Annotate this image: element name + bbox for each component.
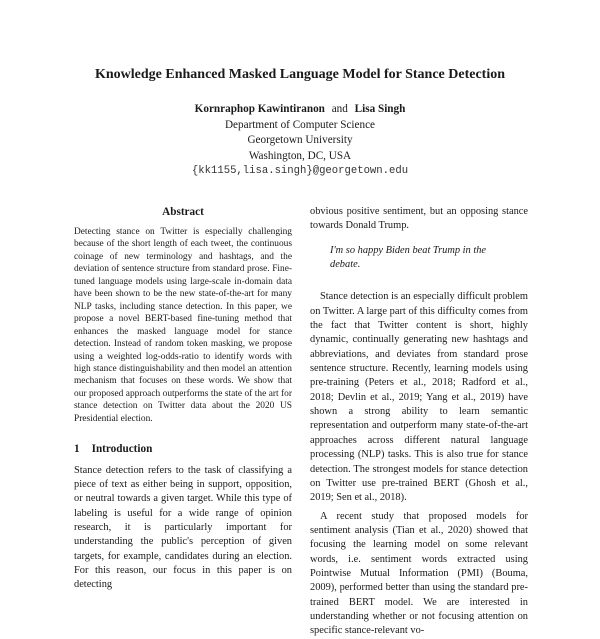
author-email: {kk1155,lisa.singh}@georgetown.edu (191, 165, 409, 177)
section-title: Introduction (91, 443, 153, 456)
left-column (74, 205, 292, 593)
author-location: Washington, DC, USA (248, 149, 352, 162)
abstract-heading: Abstract (162, 206, 204, 218)
author-names (0, 102, 600, 118)
author-block (0, 102, 600, 180)
body-paragraph-difficulty: Stance detection is an especially difficult problem on Twitter. A large part of this difficulty comes from the fact that Twitter content is short, highly dynamic, continually generating new hashtags and abbreviations, and deviates from standard prose sentence structure. Recently, learning models using pre-training (Peters et al., 2018; Radford et al., 2018; Devlin et al., 2019; Yang et al., 2019) have shown a strong ability to learn semantic representation and outperform many state-of-the-art approaches across different natural language processing (NLP) tasks. This is also true for stance detection. The strongest models for stance detection on Twitter use pre-trained BERT (Ghosh et al., 2019; Sen et al., 2018). (310, 291, 528, 504)
paper-title: Knowledge Enhanced Masked Language Model for Stance Detection (94, 67, 505, 82)
section-number: 1 (74, 443, 80, 456)
abstract-text: Detecting stance on Twitter is especially challenging because of the short length of each tweet, the continuous coinage of new terminology and hashtags, and the deviation of sentence structure from standard prose. Fine-tuned language models using large-scale in-domain data have been shown to be the new state-of-the-art for many NLP tasks, including stance detection. In this paper, we propose a novel BERT-based fine-tuning method that enhances the masked language model for stance detection. Instead of random token masking, we propose using a weighted log-odds-ratio to identify words with high stance distinguishability and then model an attention mechanism that focuses on these words. We show that our proposed approach outperforms the state of the art for stance detection on Twitter data about the 2020 US Presidential election. (74, 227, 292, 424)
author-name-2: Lisa Singh (354, 103, 406, 115)
intro-paragraph: Stance detection refers to the task of classifying a piece of text as either being in support, opposition, or neutral towards a given target. While this type of labeling is useful for a wide range of opinion research, it is particularly important for understanding the public's perception of given targets, for example, candidates during an election. For this reason, our focus in this paper is on detecting (74, 464, 292, 591)
example-tweet-quote: I'm so happy Biden beat Trump in the debate. (330, 244, 487, 271)
author-conjunction: and (331, 103, 348, 115)
author-department: Department of Computer Science (224, 118, 376, 131)
section-heading-introduction (74, 442, 292, 456)
author-name-1: Kornraphop Kawintiranon (194, 103, 325, 115)
body-paragraph-related-work: A recent study that proposed models for sentiment analysis (Tian et al., 2020) showed that focusing the learning model on some relevant words, i.e. sentiment words extracted using Pointwise Mutual Information (PMI) (Bouma, 2009), performed better than using the standard pre-trained BERT model. We are interested in understanding whether or not focusing attention on specific stance-relevant vo- (310, 510, 528, 637)
right-column (310, 205, 528, 639)
continued-paragraph: obvious positive sentiment, but an opposing stance towards Donald Trump. (310, 206, 528, 232)
author-university: Georgetown University (247, 134, 353, 146)
